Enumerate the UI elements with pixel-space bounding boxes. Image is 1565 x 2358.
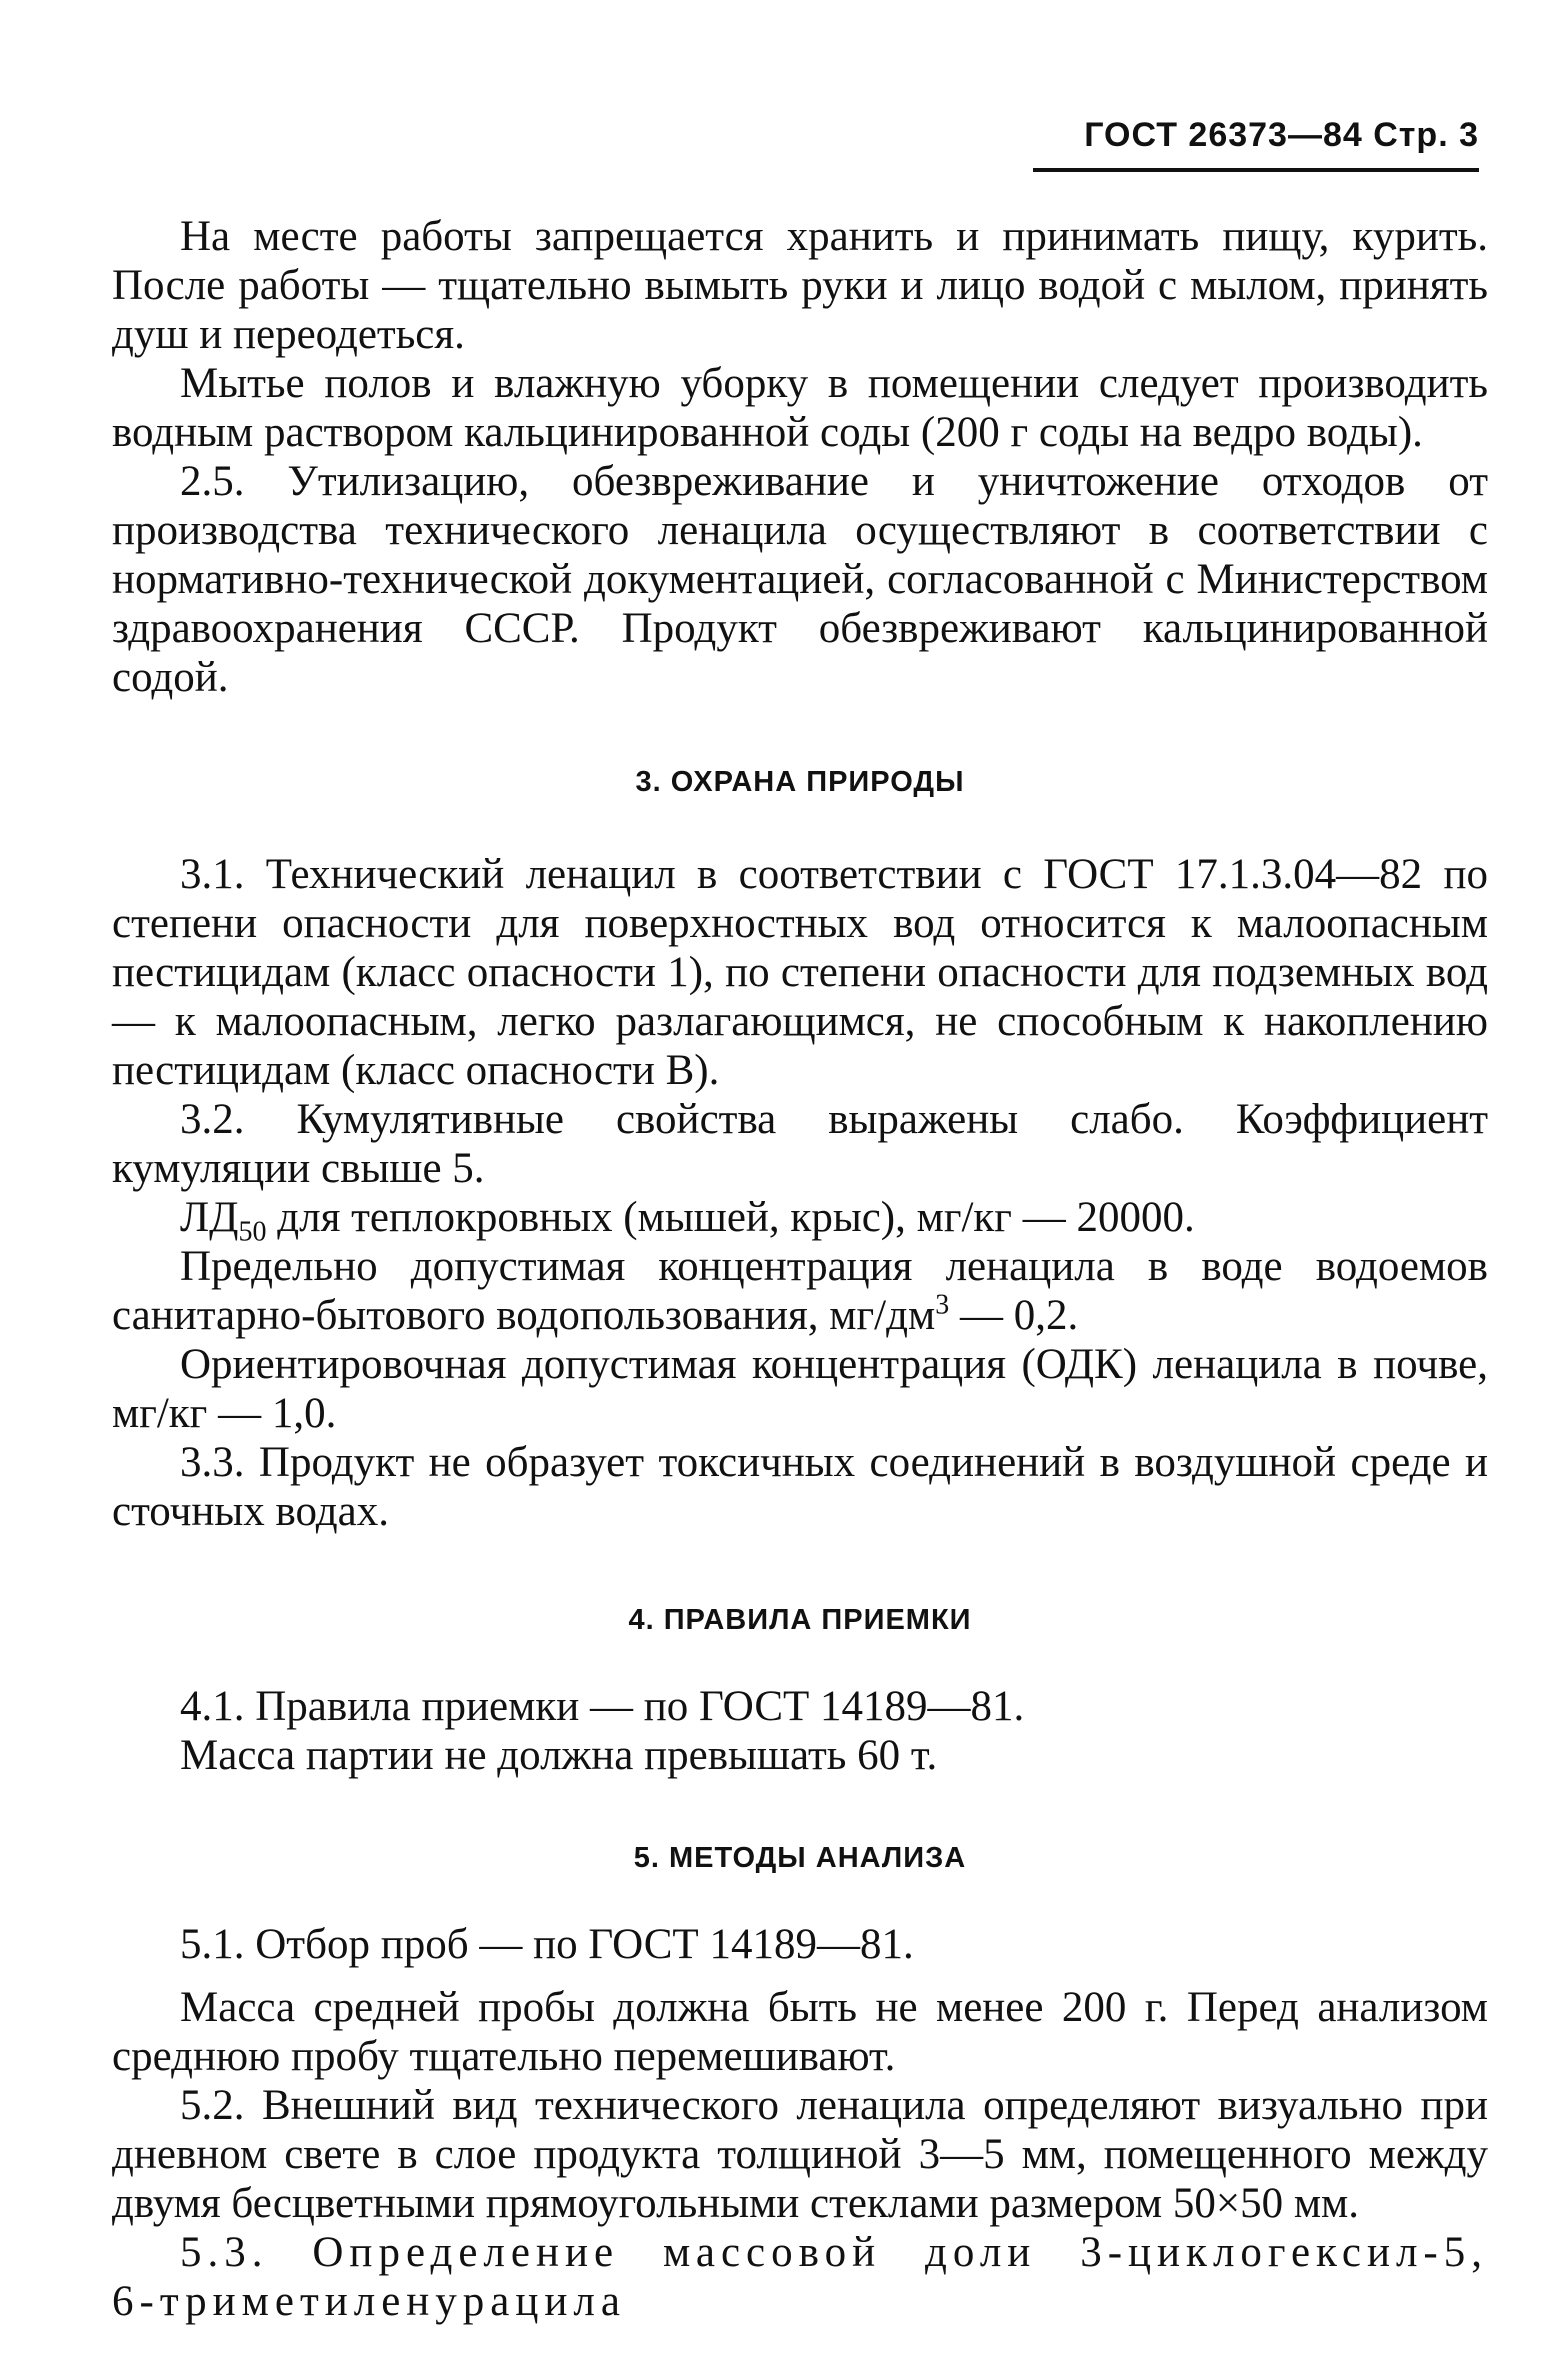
paragraph-5-1: 5.1. Отбор проб — по ГОСТ 14189—81. [180, 1921, 914, 1968]
paragraph-4-1: 4.1. Правила приемки — по ГОСТ 14189—81. [180, 1683, 1025, 1730]
section-3-title: 3. ОХРАНА ПРИРОДЫ [635, 766, 965, 798]
header-rule [1033, 168, 1479, 172]
pdk-rest: — 0,2. [949, 1292, 1079, 1339]
paragraph-sample-mass: Масса средней пробы должна быть не менее 200 г. Перед анализом среднюю пробу тщательно перемешивают. [112, 1984, 1488, 2080]
paragraph-2-5: 2.5. Утилизацию, обезвреживание и уничтожение отходов от производства технического ленацила осуществляют в соответствии с нормативно-технической документацией, согласованной с Министерством здравоохранения СССР. Продукт обезвреживают кальцинированной содой. [112, 458, 1488, 701]
paragraph-odk: Ориентировочная допустимая концентрация (ОДК) ленацила в почве, мг/кг — 1,0. [112, 1341, 1488, 1437]
paragraph-3-3: 3.3. Продукт не образует токсичных соединений в воздушной среде и сточных водах. [112, 1439, 1488, 1535]
ld-prefix: ЛД [180, 1194, 239, 1241]
paragraph-workplace-rules: На месте работы запрещается хранить и принимать пищу, курить. После работы — тщательно вымыть руки и лицо водой с мылом, принять душ и переодеться. [112, 213, 1488, 358]
ld-rest: для теплокровных (мышей, крыс), мг/кг — 20000. [266, 1194, 1195, 1241]
section-4-title: 4. ПРАВИЛА ПРИЕМКИ [628, 1604, 972, 1636]
paragraph-pdk [112, 1242, 1488, 1340]
paragraph-batch-mass: Масса партии не должна превышать 60 т. [180, 1732, 938, 1779]
paragraph-floor-cleaning: Мытье полов и влажную уборку в помещении следует производить водным раствором кальцинированной соды (200 г соды на ведро воды). [112, 360, 1488, 456]
page-header: ГОСТ 26373—84 Стр. 3 [1084, 116, 1479, 154]
document-body [112, 212, 1488, 2326]
paragraph-5-2: 5.2. Внешний вид технического ленацила определяют визуально при дневном свете в слое продукта толщиной 3—5 мм, помещенного между двумя бесцветными прямоугольными стеклами размером 50×50 мм. [112, 2082, 1488, 2227]
ld-subscript: 50 [238, 1216, 267, 1248]
paragraph-5-3: 5.3. Определение массовой доли 3-циклогексил-5, 6-триметиленурацила [112, 2229, 1488, 2325]
paragraph-3-2: 3.2. Кумулятивные свойства выражены слабо. Коэффициент кумуляции свыше 5. [112, 1096, 1488, 1192]
section-5-title: 5. МЕТОДЫ АНАЛИЗА [633, 1842, 967, 1874]
paragraph-3-1: 3.1. Технический ленацил в соответствии с ГОСТ 17.1.3.04—82 по степени опасности для поверхностных вод относится к малоопасным пестицидам (класс опасности 1), по степени опасности для подземных вод — к малоопасным, легко разлагающимся, не способным к накоплению пестицидам (класс опасности В). [112, 851, 1488, 1094]
pdk-superscript: 3 [935, 1289, 950, 1321]
paragraph-ld50 [112, 1193, 1488, 1248]
pdk-text: Предельно допустимая концентрация ленацила в воде водоемов санитарно-бытового водопользования, мг/дм [112, 1243, 1488, 1339]
